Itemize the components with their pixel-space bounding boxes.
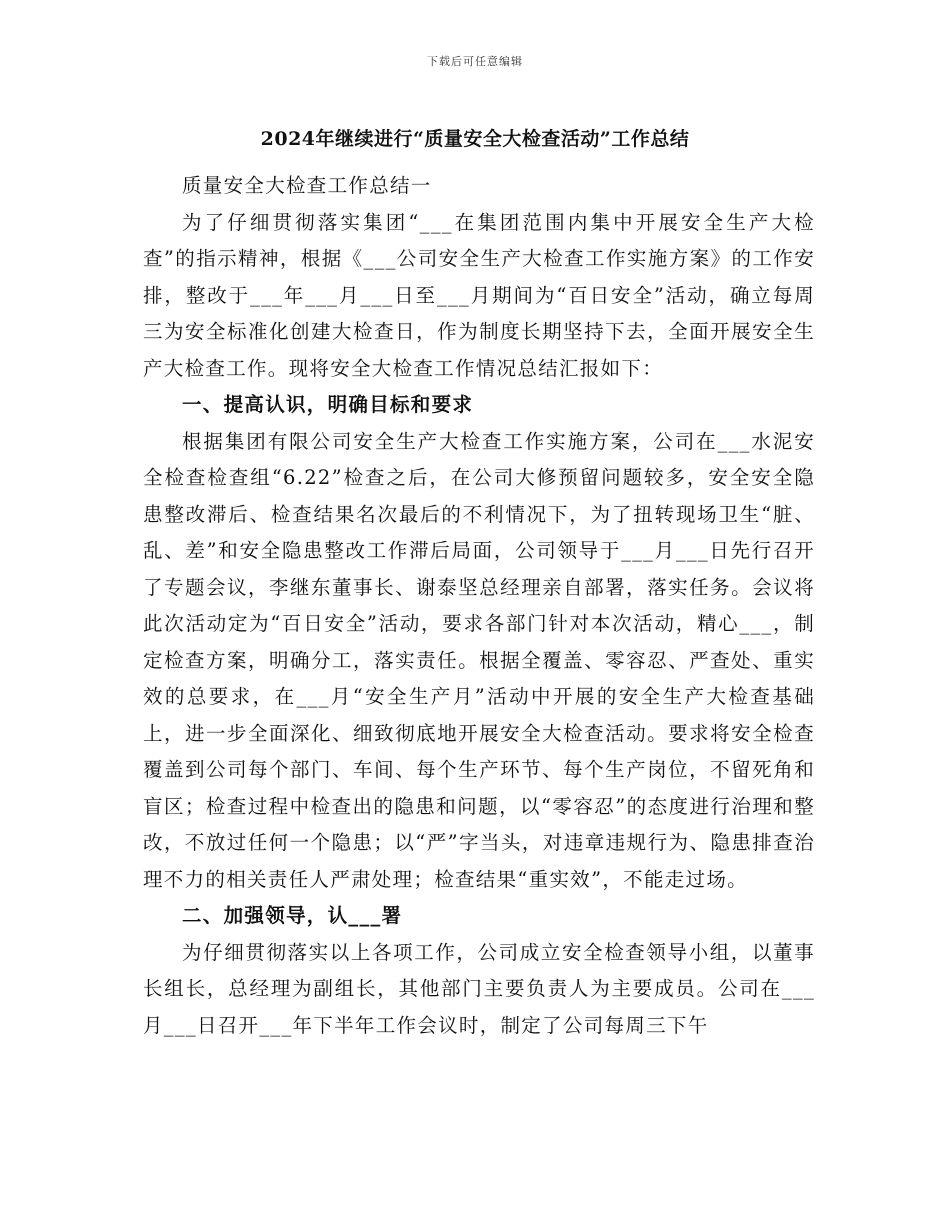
paragraph-section-2: 为仔细贯彻落实以上各项工作，公司成立安全检查领导小组，以董事长组长，总经理为副组长，其他部门主要负责人为主要成员。公司在___月___日召开___年下半年工作会议时，制定了公司每周三下午 (143, 940, 815, 1037)
document-title: 2024年继续进行“质量安全大检查活动”工作总结 (260, 128, 690, 150)
paragraph-section-1: 根据集团有限公司安全生产大检查工作实施方案，公司在___水泥安全检查检查组“6.22”检查之后，在公司大修预留问题较多，安全安全隐患整改滞后、检查结果名次最后的不利情况下，为了扭转现场卫生“脏、乱、差”和安全隐患整改工作滞后局面，公司领导于___月___日先行召开了专题会议，李继东董事长、谢泰坚总经理亲自部署，落实任务。会议将此次活动定为“百日安全”活动，要求各部门针对本次活动，精心___，制定检查方案，明确分工，落实责任。根据全覆盖、零容忍、严查处、重实效的总要求，在___月“安全生产月”活动中开展的安全生产大检查基础上，进一步全面深化、细致彻底地开展安全大检查活动。要求将安全检查覆盖到公司每个部门、车间、每个生产环节、每个生产岗位，不留死角和盲区；检查过程中检查出的隐患和问题，以“零容忍”的态度进行治理和整改，不放过任何一个隐患；以“严”字当头，对违章违规行为、隐患排查治理不力的相关责任人严肃处理；检查结果“重实效”，不能走过场。 (143, 429, 815, 891)
document-body (143, 168, 815, 1044)
paragraph-subtitle: 质量安全大检查工作总结一 (182, 174, 432, 197)
section-heading-2: 二、加强领导，认___署 (182, 904, 403, 927)
section-heading-1: 一、提高认识，明确目标和要求 (182, 393, 474, 416)
paragraph-intro: 为了仔细贯彻落实集团“___在集团范围内集中开展安全生产大检查”的指示精神，根据《___公司安全生产大检查工作实施方案》的工作安排，整改于___年___月___日至___月期间为“百日安全”活动，确立每周三为安全标准化创建大检查日，作为制度长期坚持下去，全面开展安全生产大检查工作。现将安全大检查工作情况总结汇报如下： (143, 210, 815, 380)
header-note: 下载后可任意编辑 (427, 55, 523, 68)
